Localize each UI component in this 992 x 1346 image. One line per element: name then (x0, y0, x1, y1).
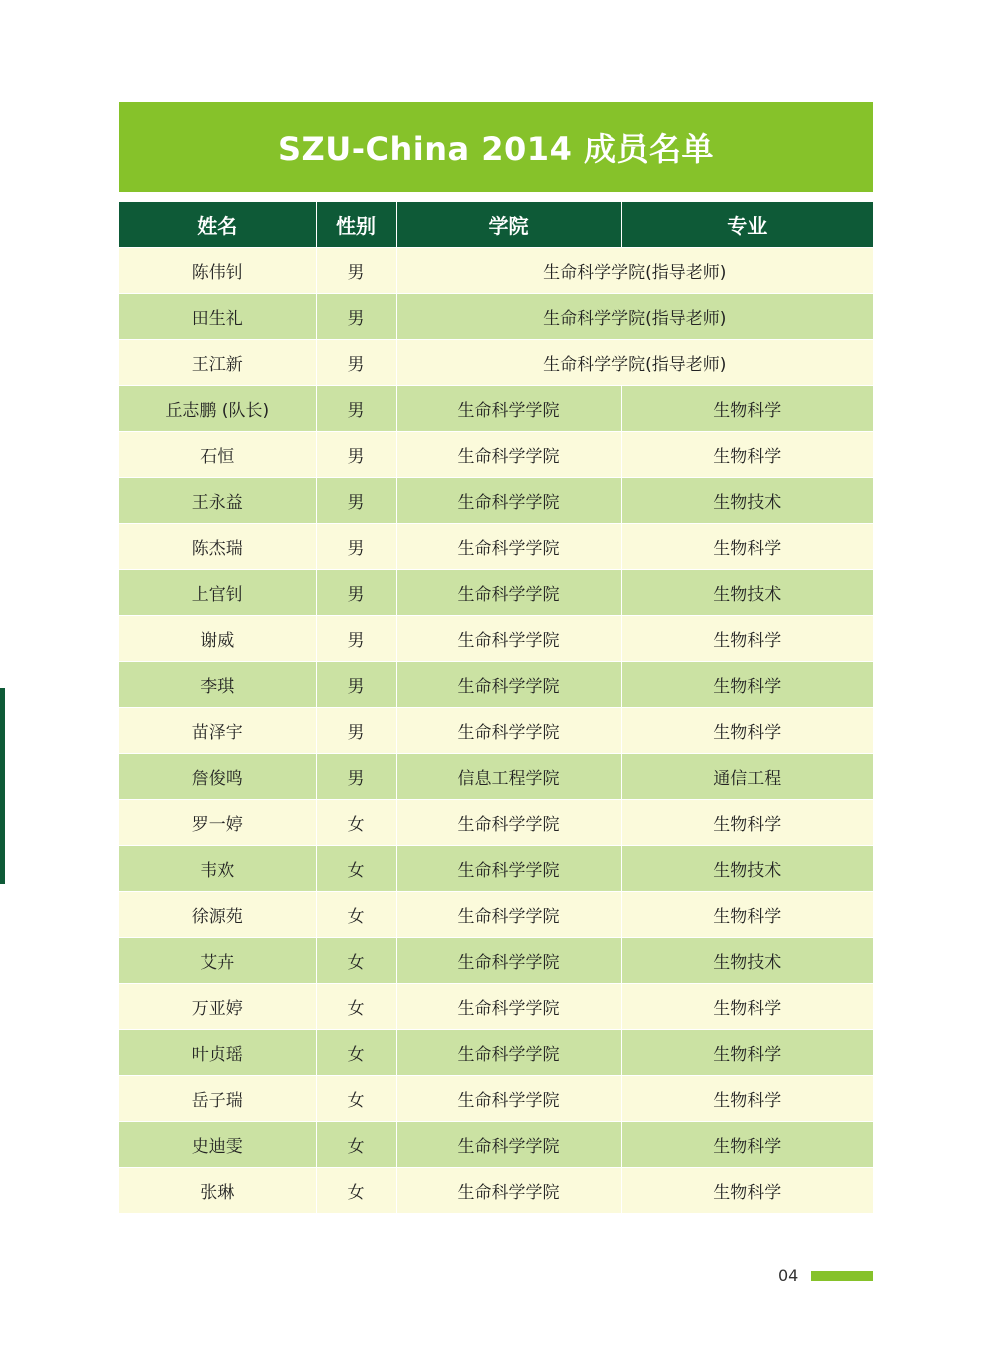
table-row (119, 432, 873, 478)
table-row (119, 386, 873, 432)
table-row (119, 1122, 873, 1168)
cell-name: 陈伟钊 (119, 248, 316, 294)
table-row (119, 294, 873, 340)
cell-major: 生物科学 (621, 386, 873, 432)
cell-major: 生物科学 (621, 432, 873, 478)
cell-gender: 男 (316, 386, 396, 432)
cell-major: 生物科学 (621, 800, 873, 846)
cell-major: 生物科学 (621, 708, 873, 754)
cell-college: 生命科学学院 (396, 662, 621, 708)
cell-college: 生命科学学院 (396, 478, 621, 524)
cell-name: 艾卉 (119, 938, 316, 984)
cell-gender: 女 (316, 938, 396, 984)
cell-major: 生物技术 (621, 938, 873, 984)
cell-name: 韦欢 (119, 846, 316, 892)
cell-major: 生物科学 (621, 1030, 873, 1076)
left-edge-accent (0, 688, 5, 884)
cell-major: 生物科学 (621, 1168, 873, 1214)
table-row (119, 892, 873, 938)
cell-name: 岳子瑞 (119, 1076, 316, 1122)
cell-gender: 男 (316, 662, 396, 708)
cell-gender: 男 (316, 478, 396, 524)
cell-role: 生命科学学院(指导老师) (396, 248, 873, 294)
cell-gender: 男 (316, 294, 396, 340)
table-row (119, 984, 873, 1030)
cell-gender: 男 (316, 340, 396, 386)
cell-college: 信息工程学院 (396, 754, 621, 800)
table-row (119, 570, 873, 616)
cell-gender: 男 (316, 570, 396, 616)
cell-name: 田生礼 (119, 294, 316, 340)
cell-college: 生命科学学院 (396, 1122, 621, 1168)
member-table (119, 202, 873, 1213)
cell-major: 生物科学 (621, 524, 873, 570)
cell-college: 生命科学学院 (396, 1168, 621, 1214)
cell-major: 生物技术 (621, 478, 873, 524)
cell-gender: 女 (316, 800, 396, 846)
cell-major: 生物科学 (621, 984, 873, 1030)
cell-name: 张琳 (119, 1168, 316, 1214)
table-row (119, 1168, 873, 1214)
cell-college: 生命科学学院 (396, 846, 621, 892)
cell-gender: 女 (316, 1076, 396, 1122)
table-row (119, 662, 873, 708)
cell-name: 徐源苑 (119, 892, 316, 938)
cell-college: 生命科学学院 (396, 432, 621, 478)
page-number: 04 (778, 1266, 799, 1285)
cell-name: 陈杰瑞 (119, 524, 316, 570)
cell-gender: 女 (316, 984, 396, 1030)
cell-major: 生物科学 (621, 1076, 873, 1122)
page-title: SZU-China 2014 成员名单 (278, 130, 714, 168)
cell-name: 石恒 (119, 432, 316, 478)
header-name: 姓名 (119, 202, 316, 248)
table-row (119, 846, 873, 892)
cell-gender: 男 (316, 248, 396, 294)
cell-college: 生命科学学院 (396, 570, 621, 616)
table-row (119, 616, 873, 662)
table-row (119, 1076, 873, 1122)
cell-gender: 男 (316, 708, 396, 754)
cell-name: 苗泽宇 (119, 708, 316, 754)
page-number-bar (811, 1271, 873, 1281)
cell-college: 生命科学学院 (396, 800, 621, 846)
table-row (119, 248, 873, 294)
cell-name: 谢威 (119, 616, 316, 662)
cell-major: 生物科学 (621, 662, 873, 708)
cell-gender: 女 (316, 892, 396, 938)
table-row (119, 524, 873, 570)
table-row (119, 754, 873, 800)
cell-gender: 男 (316, 432, 396, 478)
cell-name: 王江新 (119, 340, 316, 386)
cell-major: 生物技术 (621, 846, 873, 892)
cell-major: 生物技术 (621, 570, 873, 616)
cell-gender: 女 (316, 1030, 396, 1076)
title-banner (119, 102, 873, 192)
cell-name: 万亚婷 (119, 984, 316, 1030)
cell-gender: 男 (316, 616, 396, 662)
table-body (119, 248, 873, 1214)
cell-gender: 男 (316, 524, 396, 570)
cell-name: 上官钊 (119, 570, 316, 616)
cell-name: 史迪雯 (119, 1122, 316, 1168)
cell-role: 生命科学学院(指导老师) (396, 340, 873, 386)
cell-college: 生命科学学院 (396, 938, 621, 984)
cell-college: 生命科学学院 (396, 984, 621, 1030)
table-row (119, 340, 873, 386)
cell-major: 生物科学 (621, 616, 873, 662)
cell-college: 生命科学学院 (396, 616, 621, 662)
cell-name: 丘志鹏 (队长) (119, 386, 316, 432)
cell-major: 生物科学 (621, 1122, 873, 1168)
cell-name: 叶贞瑶 (119, 1030, 316, 1076)
cell-name: 詹俊鸣 (119, 754, 316, 800)
cell-role: 生命科学学院(指导老师) (396, 294, 873, 340)
table-row (119, 708, 873, 754)
cell-college: 生命科学学院 (396, 524, 621, 570)
header-college: 学院 (396, 202, 621, 248)
cell-gender: 女 (316, 1168, 396, 1214)
cell-college: 生命科学学院 (396, 708, 621, 754)
cell-name: 罗一婷 (119, 800, 316, 846)
table-row (119, 800, 873, 846)
cell-college: 生命科学学院 (396, 892, 621, 938)
header-major: 专业 (621, 202, 873, 248)
cell-gender: 女 (316, 846, 396, 892)
table-header-row (119, 202, 873, 248)
cell-gender: 女 (316, 1122, 396, 1168)
cell-college: 生命科学学院 (396, 1030, 621, 1076)
header-gender: 性别 (316, 202, 396, 248)
cell-name: 王永益 (119, 478, 316, 524)
table-row (119, 478, 873, 524)
cell-gender: 男 (316, 754, 396, 800)
cell-college: 生命科学学院 (396, 386, 621, 432)
table-row (119, 1030, 873, 1076)
cell-college: 生命科学学院 (396, 1076, 621, 1122)
cell-major: 生物科学 (621, 892, 873, 938)
table-row (119, 938, 873, 984)
cell-major: 通信工程 (621, 754, 873, 800)
cell-name: 李琪 (119, 662, 316, 708)
